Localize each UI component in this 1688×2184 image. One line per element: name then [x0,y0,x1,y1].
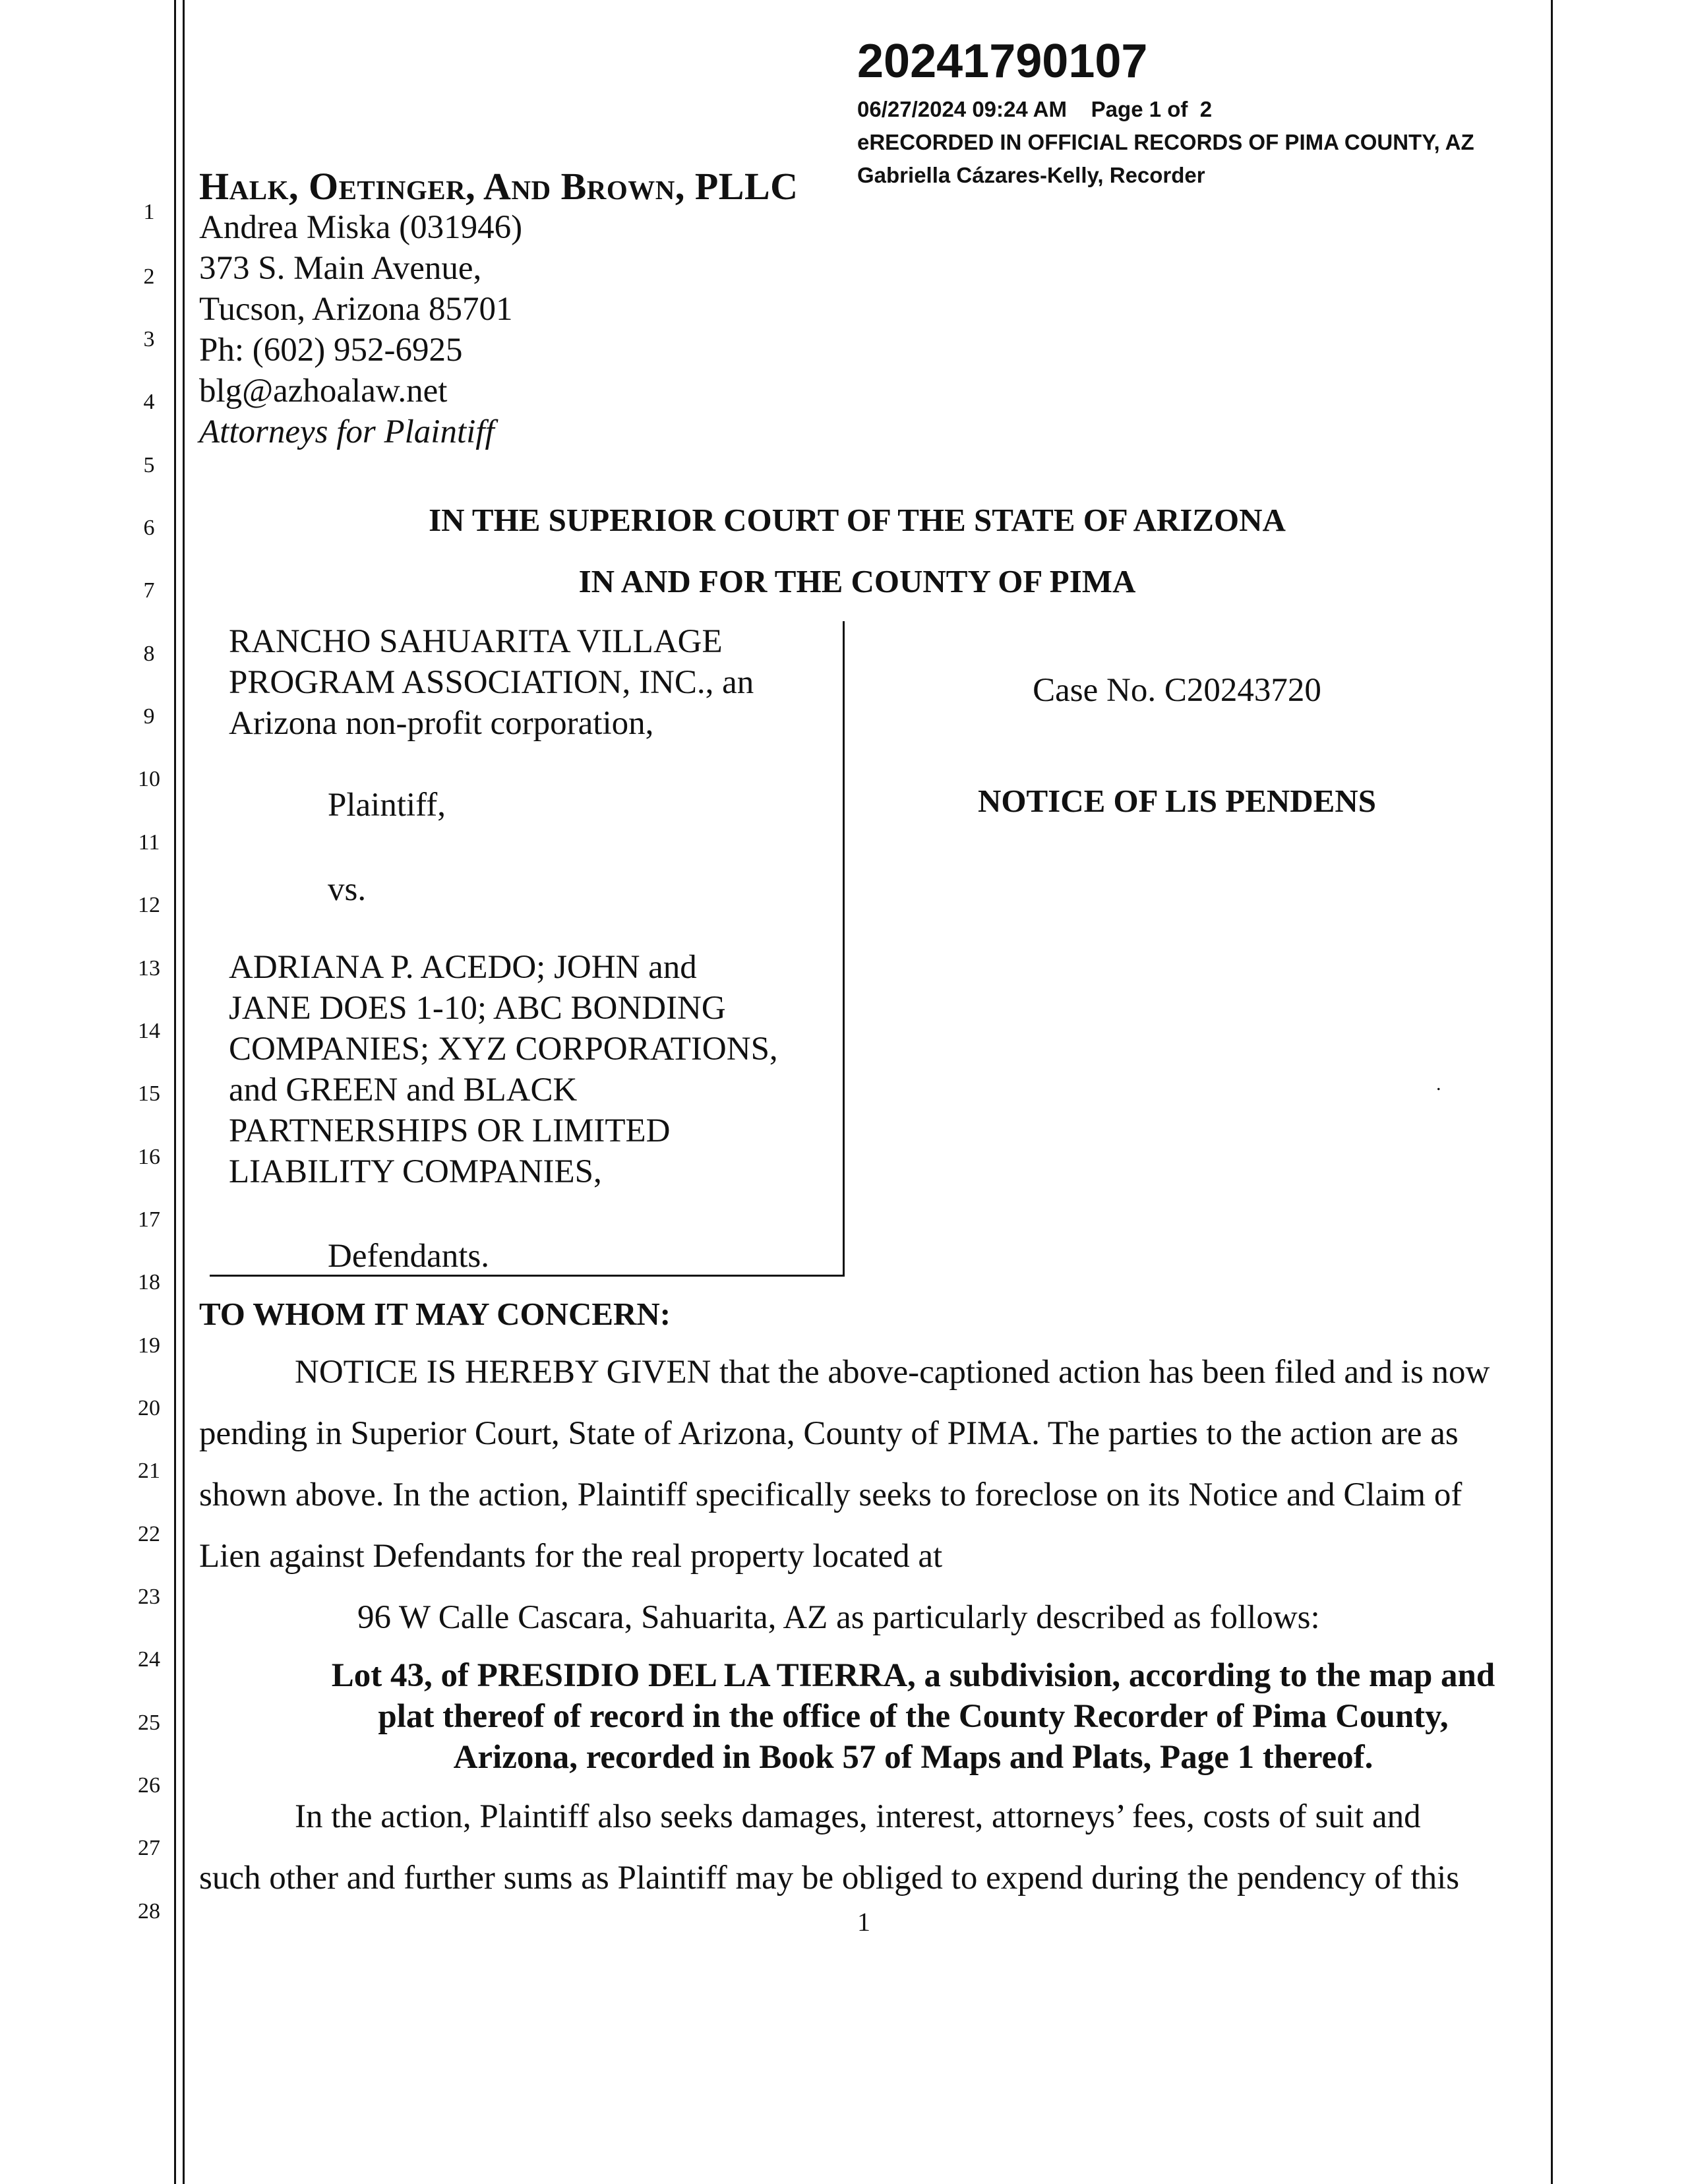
legal-description-line: Arizona, recorded in Book 57 of Maps and Plats, Page 1 thereof. [453,1739,1373,1776]
court-heading-line2: IN AND FOR THE COUNTY OF PIMA [578,563,1136,599]
caption-vertical-rule [843,621,845,1277]
line-number: 28 [138,1899,160,1924]
line-number: 10 [138,767,160,791]
court-heading-line1: IN THE SUPERIOR COURT OF THE STATE OF ARIZONA [429,502,1286,538]
attorney-info-block [199,166,799,452]
line-number: 21 [138,1459,160,1483]
document-title: NOTICE OF LIS PENDENS [977,783,1376,819]
body-paragraph1-line: NOTICE IS HEREBY GIVEN that the above-captioned action has been filed and is now [295,1354,1490,1391]
plaintiff-line: RANCHO SAHUARITA VILLAGE [229,623,723,660]
plaintiff-line: PROGRAM ASSOCIATION, INC., an [229,664,754,701]
line-number: 25 [138,1711,160,1735]
firm-phone: Ph: (602) 952-6925 [199,332,463,369]
right-margin-rule [1551,0,1553,2184]
line-number: 8 [143,642,155,666]
line-number: 5 [143,453,155,477]
legal-description-line: Lot 43, of PRESIDIO DEL LA TIERRA, a subdivision, according to the map and [331,1657,1495,1694]
line-number: 22 [138,1522,160,1546]
defendant-line: LIABILITY COMPANIES, [229,1153,602,1190]
page-number: 1 [857,1907,870,1937]
plaintiff-line: Arizona non-profit corporation, [229,705,654,742]
body-paragraph1-line: Lien against Defendants for the real property located at [199,1538,943,1575]
line-number: 20 [138,1396,160,1420]
line-number: 4 [143,390,155,414]
defendant-line: JANE DOES 1-10; ABC BONDING [229,990,726,1027]
line-number: 18 [138,1270,160,1294]
caption-bottom-rule [210,1275,845,1277]
recording-date-line: 06/27/2024 09:24 AM Page 1 of 2 [857,97,1213,121]
plaintiff-label: Plaintiff, [328,787,446,824]
line-number: 23 [138,1585,160,1609]
body-paragraph1-line: pending in Superior Court, State of Arizona, County of PIMA. The parties to the action are as [199,1415,1459,1452]
attorney-role: Attorneys for Plaintiff [199,413,495,450]
line-number: 11 [138,830,160,855]
defendant-line: COMPANIES; XYZ CORPORATIONS, [229,1031,778,1068]
line-number: 27 [138,1836,160,1860]
line-number: 6 [143,516,155,540]
line-number: 14 [138,1019,160,1043]
defendant-line: PARTNERSHIPS OR LIMITED [229,1112,671,1149]
recording-document-number: 20241790107 [857,35,1148,88]
salutation: TO WHOM IT MAY CONCERN: [199,1296,671,1332]
line-number: 1 [143,200,155,224]
line-number: 15 [138,1081,160,1106]
body-paragraph1-line: shown above. In the action, Plaintiff specifically seeks to foreclose on its Notice and Claim of [199,1476,1462,1513]
defendant-label: Defendants. [328,1238,489,1275]
law-firm-name: Halk, Oetinger, And Brown, PLLC [199,165,799,208]
line-number: 24 [138,1647,160,1672]
body-paragraph2-line: In the action, Plaintiff also seeks damages, interest, attorneys’ fees, costs of suit and [295,1798,1421,1835]
defendant-line: and GREEN and BLACK [229,1072,578,1108]
left-margin-rule-inner [183,0,185,2184]
recorder-name-line: Gabriella Cázares-Kelly, Recorder [857,163,1205,187]
line-number: 16 [138,1145,160,1169]
line-number: 26 [138,1773,160,1798]
line-number: 17 [138,1207,160,1232]
line-number: 3 [143,327,155,351]
firm-email: blg@azhoalaw.net [199,373,448,410]
line-number: 7 [143,578,155,603]
versus-label: vs. [328,871,367,908]
recording-office-line: eRECORDED IN OFFICIAL RECORDS OF PIMA COUNTY, AZ [857,130,1474,154]
stray-mark: . [1436,1073,1441,1095]
defendant-line: ADRIANA P. ACEDO; JOHN and [229,949,697,986]
property-address-line: 96 W Calle Cascara, Sahuarita, AZ as particularly described as follows: [357,1599,1320,1636]
line-number: 9 [143,704,155,729]
body-paragraph2-line: such other and further sums as Plaintiff may be obliged to expend during the pendency of this [199,1860,1460,1896]
left-margin-rule-outer [174,0,176,2184]
attorney-name: Andrea Miska (031946) [199,209,523,246]
line-number: 13 [138,956,160,981]
line-number: 2 [143,264,155,289]
firm-address-line1: 373 S. Main Avenue, [199,250,482,287]
case-number: Case No. C20243720 [1033,672,1321,709]
line-number: 19 [138,1333,160,1358]
legal-description-line: plat thereof of record in the office of the County Recorder of Pima County, [378,1698,1449,1735]
firm-address-line2: Tucson, Arizona 85701 [199,291,513,328]
line-number: 12 [138,893,160,917]
